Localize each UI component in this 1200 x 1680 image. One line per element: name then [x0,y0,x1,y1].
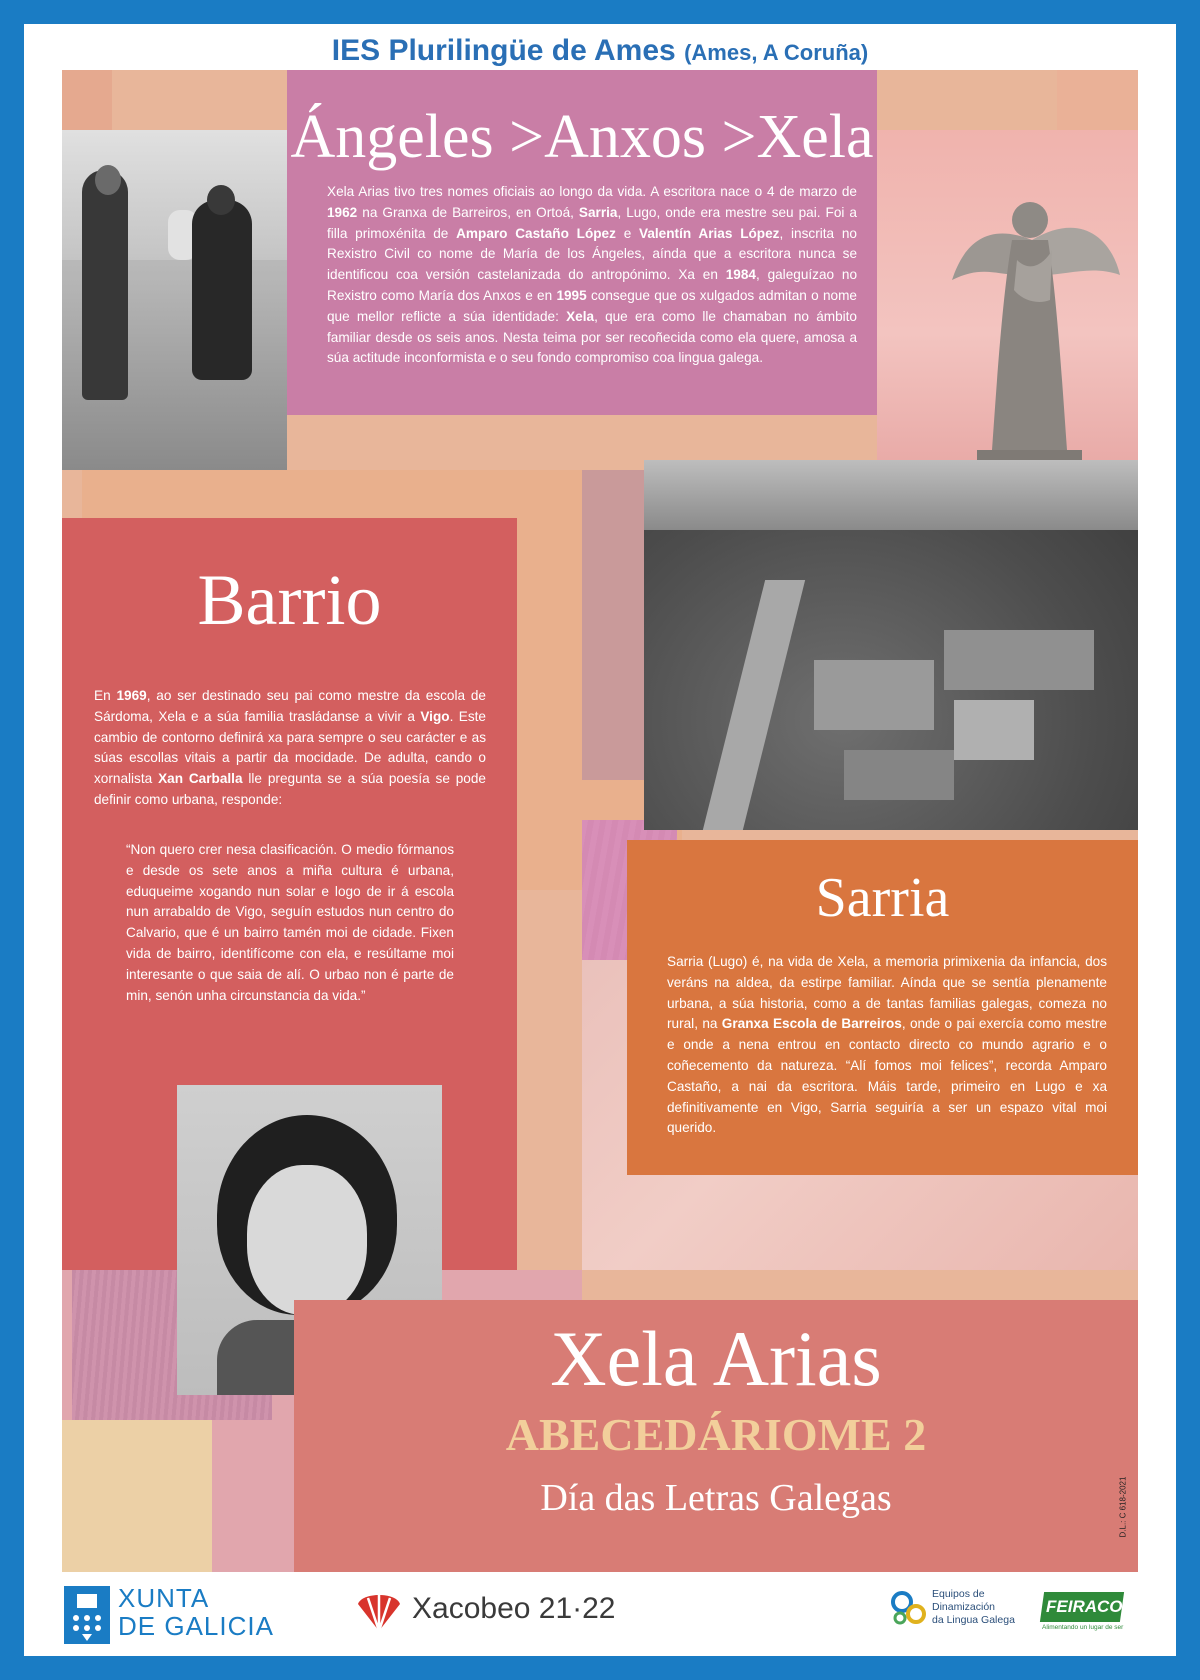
school-header [24,34,1176,68]
legal-deposit-text: D.L.: C 618-2021 [1118,1476,1128,1538]
barrio-journalist: Xan Carballa [158,771,243,787]
barrio-text: . Este cambio de contorno definirá xa para sempre o seu carácter e as súas escollas vitais a partir da mocidade. De adulta, cando o xornalista [94,708,486,787]
sarria-granxa: Granxa Escola de Barreiros [721,1016,902,1032]
names-panel [287,70,877,415]
xunta-wordmark [118,1584,274,1640]
footer [24,1576,1176,1656]
school-location: (Ames, A Coruña) [684,40,869,65]
sarria-body [667,952,1107,1139]
sarria-panel [627,840,1138,1175]
names-text: , galeguízao no Rexistro como María dos Anxos e en [327,267,858,303]
closing-event: Día das Letras Galegas [540,1477,892,1519]
edlg-line2: Dinamización [932,1601,996,1613]
scallop-shell-icon [354,1586,404,1636]
names-mother: Amparo Castaño López [456,225,616,241]
feiraco-logo-icon [1042,1586,1134,1638]
names-father: Valentín Arias López [639,225,780,241]
names-xela: Xela [566,308,595,324]
feiraco-tagline: Alimentando un lugar de ser [1042,1624,1124,1631]
edlg-wordmark [932,1588,1015,1627]
xunta-line2: DE GALICIA [118,1611,274,1641]
photo-avenue [703,580,805,830]
names-title: Ángeles >Anxos >Xela [290,103,874,171]
photo-building-block [814,660,934,730]
names-body [327,182,857,369]
closing-panel [294,1300,1138,1572]
bg-gold-corner [62,1420,212,1572]
portrait-face [247,1165,367,1315]
names-text: consegue que os xulgados admitan o nome que mellor reflicte a súa identidade: [327,287,857,324]
barrio-year-1969: 1969 [116,688,147,703]
barrio-title: Barrio [197,560,382,640]
vigo-aerial-photo [644,460,1138,830]
closing-name: Xela Arias [550,1315,882,1402]
angel-statue-icon [942,180,1122,470]
barrio-quote: “Non quero crer nesa clasificación. O medio fórmanos e desde os sete anos a miña cultura é urbana, eduqueime xogando nun solar e logo de ir á escola nun arrabaldo de Vigo, seguín estudos nun centro do Calvario, que é un bairro tamén moi de cidade. Fixen vida de bairro, identifícome con ela, e resúltame moi interesante o que saia de alí. O urbao non é parte de min, senón unha circunstancia da vida.” [126,842,454,1003]
photo-mother [192,200,252,380]
photo-father-head [95,165,121,195]
barrio-place-vigo: Vigo [420,708,450,724]
legal-deposit [1116,1430,1130,1540]
barrio-body [94,686,486,811]
names-place-sarria: Sarria [578,204,618,220]
barrio-text: lle pregunta se a súa poesía se pode definir como urbana, responde: [94,771,486,807]
poster-frame [24,24,1176,1656]
photo-mother-head [207,185,235,215]
xunta-line1: XUNTA [118,1583,210,1613]
photo-building-block [944,630,1094,690]
sarria-text: , onde o pai exercía como mestre e onde a nena entrou en contacto directo co mundo agrario e o coñecemento da natureza. “Alí fomos moi felices”, recorda Amparo Castaño, a nai da escritora. Máis tarde, primeiro en Lugo e xa definitivamente en Vigo, Sarria seguiría a ser un espazo vital moi querido. [667,1016,1107,1136]
poster [62,70,1138,1572]
names-year-1995: 1995 [556,287,587,303]
photo-horizon [644,460,1138,530]
sarria-title: Sarria [815,867,950,929]
photo-building-block [844,750,954,800]
school-name: IES Plurilingüe de Ames [331,34,676,67]
sarria-text: Sarria (Lugo) é, na vida de Xela, a memoria primixenia da infancia, dos veráns na aldea, da estirpe familiar. Aínda que se sentía plenamente urbana, a súa historia, como a de tantas familias galegas, comeza no rural, na [667,954,1107,1032]
names-year-1984: 1984 [725,267,756,283]
names-text: na Granxa de Barreiros, en Ortoá, [357,204,579,220]
names-text: Xela Arias tivo tres nomes oficiais ao longo da vida. A escritora nace o 4 de marzo de [327,184,857,199]
xunta-crest-icon [64,1586,110,1644]
barrio-text: , ao ser destinado seu pai como mestre da escola de Sárdoma, Xela e a súa familia trasládanse a vivir a [94,688,486,724]
edlg-line3: da Lingua Galega [932,1614,1015,1626]
names-text: , Lugo, onde era mestre seu pai. Foi a filla primoxénita de [327,204,857,241]
gears-icon [888,1588,928,1628]
photo-father [82,170,128,400]
angel-statue-image [942,180,1122,470]
bg-corner-block [62,70,112,130]
barrio-text: En [94,688,117,703]
names-text: , que era como lle chamaban no ámbito familiar desde os seis anos. Nesta teima por ser recoñecida como ela quere, amosa a súa actitude inconformista e o seu fondo compromiso coa lingua galega. [327,308,857,366]
bg-topright-block [1057,70,1138,130]
names-year-1962: 1962 [327,204,358,220]
xacobeo-wordmark: Xacobeo 21·22 [412,1592,616,1625]
feiraco-wordmark: FEIRACO [1046,1597,1123,1616]
photo-building-block [954,700,1034,760]
family-photo [62,130,287,470]
names-text: , inscrita no Rexistro Civil co nome de María de los Ángeles, aínda que a escritora nunca se identificou coa versión castelanizada do antropónimo. Xa en [327,225,857,283]
names-text: e [615,225,640,241]
closing-series: ABECEDÁRIOME 2 [505,1409,927,1460]
edlg-line1: Equipos de [932,1588,985,1600]
